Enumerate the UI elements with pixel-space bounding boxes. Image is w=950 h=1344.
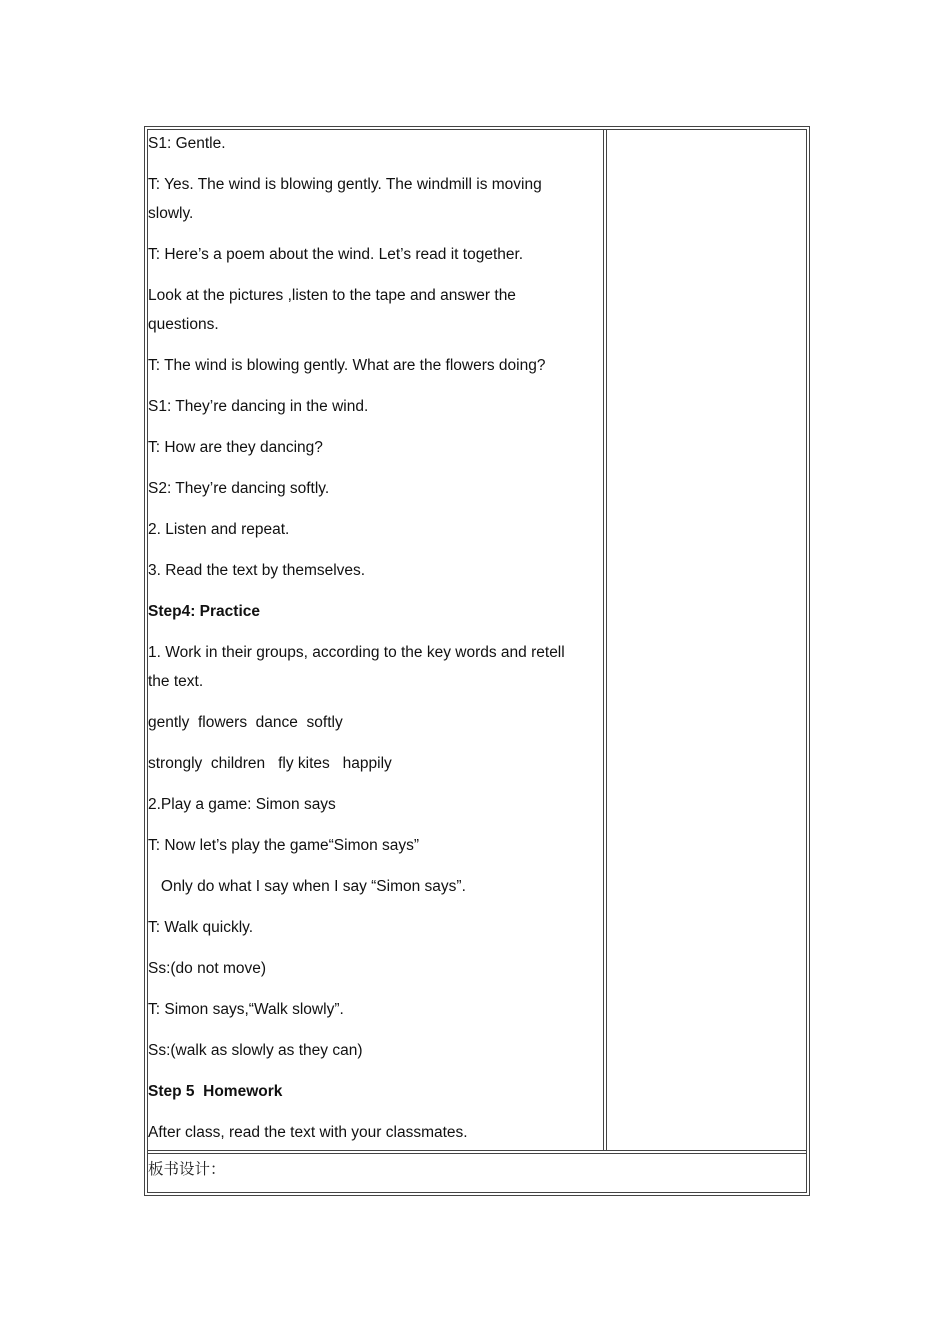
text-line: S1: They’re dancing in the wind.	[148, 398, 369, 415]
text-line: 3. Read the text by themselves.	[148, 562, 366, 579]
text-line: Only do what I say when I say “Simon says”.	[148, 878, 466, 895]
text-line: T: Walk quickly.	[148, 919, 254, 936]
text-line: the text.	[148, 673, 204, 690]
board-design-label: 板书设计：	[148, 1160, 226, 1178]
text-paragraph	[148, 831, 598, 860]
text-paragraph	[148, 790, 598, 819]
text-line: T: Yes. The wind is blowing gently. The windmill is moving	[148, 176, 542, 193]
text-paragraph	[148, 351, 598, 380]
text-line: 2. Listen and repeat.	[148, 521, 290, 538]
lesson-procedure-cell	[148, 129, 598, 1159]
text-line: S2: They’re dancing softly.	[148, 480, 330, 497]
text-line: S1: Gentle.	[148, 135, 226, 152]
text-paragraph	[148, 638, 598, 696]
text-line: T: Simon says,“Walk slowly”.	[148, 1001, 344, 1018]
text-line: strongly children fly kites happily	[148, 755, 392, 772]
text-paragraph	[148, 474, 598, 503]
text-paragraph	[148, 433, 598, 462]
text-line: Step 5 Homework	[148, 1083, 283, 1100]
text-line: Look at the pictures ,listen to the tape and answer the	[148, 287, 516, 304]
text-line: Ss:(do not move)	[148, 960, 267, 977]
text-paragraph	[148, 515, 598, 544]
text-paragraph	[148, 872, 598, 901]
text-paragraph	[148, 708, 598, 737]
text-paragraph	[148, 392, 598, 421]
text-line: T: Here’s a poem about the wind. Let’s read it together.	[148, 246, 524, 263]
text-line: T: How are they dancing?	[148, 439, 323, 456]
text-paragraph	[148, 129, 598, 158]
text-paragraph	[148, 281, 598, 339]
text-line: 1. Work in their groups, according to the key words and retell	[148, 644, 565, 661]
text-paragraph	[148, 1036, 598, 1065]
step-heading	[148, 597, 598, 626]
column-divider	[606, 129, 607, 1151]
text-paragraph	[148, 556, 598, 585]
text-line: T: Now let’s play the game“Simon says”	[148, 837, 420, 854]
text-paragraph	[148, 1118, 598, 1147]
step-heading	[148, 1077, 598, 1106]
text-line: Ss:(walk as slowly as they can)	[148, 1042, 363, 1059]
text-paragraph	[148, 170, 598, 228]
text-paragraph	[148, 913, 598, 942]
text-line: T: The wind is blowing gently. What are the flowers doing?	[148, 357, 546, 374]
text-line: Step4: Practice	[148, 603, 260, 620]
text-paragraph	[148, 749, 598, 778]
text-line: slowly.	[148, 205, 194, 222]
text-paragraph	[148, 995, 598, 1024]
text-line: gently flowers dance softly	[148, 714, 343, 731]
text-line: 2.Play a game: Simon says	[148, 796, 336, 813]
text-paragraph	[148, 954, 598, 983]
text-line: After class, read the text with your classmates.	[148, 1124, 468, 1141]
text-paragraph	[148, 240, 598, 269]
column-divider	[603, 129, 604, 1151]
text-line: questions.	[148, 316, 219, 333]
